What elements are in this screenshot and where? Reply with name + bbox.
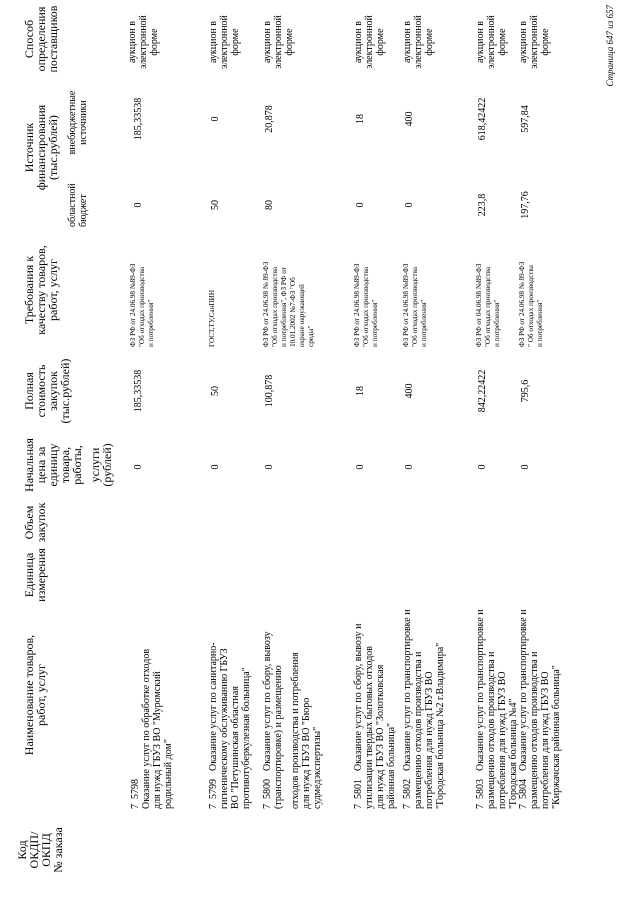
method-line: электронной [138,15,149,69]
total-cost: 842,22422 [477,369,488,413]
header-funding-extra [67,75,89,170]
header-text: услуги [88,447,102,483]
start-price: 0 [520,464,531,470]
start-price: 0 [477,464,488,470]
header-text: стоимость [34,364,48,418]
name-line: ВО "Петушинская областная [230,686,241,809]
method-line: электронной [529,15,540,69]
row-name [518,594,529,809]
method-line: аукцион в [127,20,138,64]
order-number: 5801 [353,779,364,799]
req-line: "Об отходах производства [138,266,146,347]
code-prefix: 7 [130,804,141,809]
req-line: "Об отходах производства [484,266,492,347]
name-line: Оказание услуг по сбору, вывозу и [353,623,364,771]
name-line: размещению отходов производства и [529,651,540,809]
funding-extra: 400 [404,111,415,127]
method [353,12,386,72]
row-name-cont [273,594,323,809]
total-cost: 795,6 [520,379,531,403]
funding-extra: 20,878 [264,105,275,133]
funding-regional: 50 [210,200,221,210]
name-line: потребления для нужд ГБУЗ ВО [540,671,551,809]
name-line: потребления для нужд ГБУЗ ВО [497,671,508,809]
row-name-cont [364,594,397,809]
name-line: потребления для нужд ГБУЗ ВО [424,671,435,809]
req-line: ФЗ РФ от 24.06.98 №89-ФЗ [129,263,137,347]
requirements [518,227,545,347]
method-line: форме [284,28,295,56]
name-line: гигиеническому обслуживанию ГБУЗ [219,648,230,809]
name-line: для нужд ГБУЗ ВО "Золотковская [375,664,386,809]
req-line: "Об отходах производства [411,266,419,347]
header-text: работы, [70,445,84,485]
method-line: форме [424,28,435,56]
order-number: 5804 [518,779,529,799]
header-text: Источник [22,122,36,173]
name-line: Оказание услуг по сбору, вывозу [262,631,273,771]
header-text: (тыс.рублей) [58,358,72,424]
method-line: аукцион в [208,20,219,64]
total-cost: 185,33538 [133,369,144,413]
req-line: "Об отходах производства [362,266,370,347]
req-line: ФЗ РФ от 24.06.98 №89-ФЗ [353,263,361,347]
req-line: ФЗ РФ от 24.06.98 № 89-ФЗ [262,261,270,347]
name-line: Оказание услуг по транспортировке и [475,609,486,771]
total-cost: 18 [355,386,366,396]
method-line: аукцион в [475,20,486,64]
code-prefix: 7 [518,804,529,809]
header-text: цена за [34,446,48,484]
method-line: электронной [413,15,424,69]
method [127,12,160,72]
header-text: Требования к [22,255,36,325]
req-line: ФЗ РФ от 24.06.98 № 89-ФЗ [518,261,526,347]
funding-extra: 618,42422 [477,97,488,141]
funding-regional: 197,76 [520,191,531,219]
name-line: размещению отходов производства и [413,651,424,809]
req-line: среды" [307,325,315,347]
req-line: и потребления" [147,299,155,347]
req-line: "Об отходах производства [271,266,279,347]
name-line: Оказание услуг по транспортировке и [402,609,413,771]
header-text: ОКПД [39,833,53,867]
requirements [475,227,502,347]
name-line: отходов производства и потребления [290,652,301,809]
code-prefix: 7 [353,804,364,809]
method-line: форме [230,28,241,56]
row-name [475,594,486,809]
header-method [23,3,59,75]
funding-extra: 185,33538 [133,97,144,141]
method-line: электронной [273,15,284,69]
code-prefix: 7 [208,804,219,809]
header-text: Код [15,840,29,860]
name-line: судмедэкспертизы" [312,726,323,809]
header-text: закупок [46,371,60,411]
name-line: родильный дом" [163,739,174,809]
row-name-cont [529,594,562,809]
name-line: для нужд ГБУЗ ВО "Бюро [301,697,312,809]
row-name-cont [413,594,446,809]
name-line: для нужд ГБУЗ ВО "Муромский [152,671,163,809]
name-line: противотуберкулезная больница" [241,667,252,809]
row-name [353,594,364,809]
total-cost: 100,878 [264,374,275,408]
header-requirements [23,230,59,350]
name-line: размещению отходов производства и [486,651,497,809]
code-prefix: 7 [402,804,413,809]
order-number: 5798 [130,779,141,799]
header-text: поставщиков [46,5,60,73]
header-code [16,820,64,880]
header-text: финансирования [34,104,48,191]
method-line: аукцион в [353,20,364,64]
name-line: "Городская больница №2 г.Владимира" [435,642,446,809]
header-text: внебюджетные [67,90,78,155]
method-line: форме [375,28,386,56]
row-name-cont [219,594,252,809]
header-text: источники [78,100,89,145]
header-text: Начальная [22,438,36,492]
funding-extra: 18 [355,114,366,124]
req-line: и потребления" [371,299,379,347]
method-line: электронной [486,15,497,69]
header-text: Способ [22,19,36,59]
row-name [141,599,174,809]
row-name [402,594,413,809]
header-text: работ, услуг [34,664,48,726]
header-text: Единица [22,552,36,598]
header-text: бюджет [78,194,89,227]
method [518,12,551,72]
header-volume [23,495,47,550]
header-total-cost [23,355,71,427]
header-text: закупок [34,502,48,543]
start-price: 0 [210,464,221,470]
code-prefix: 7 [475,804,486,809]
header-text: № заказа [51,827,65,873]
req-line: 10.01.2002 №7-ФЗ "Об [289,277,297,347]
funding-regional: 0 [355,202,366,208]
name-line: "Городская больница №4" [508,698,519,809]
order-number: 5799 [208,779,219,799]
header-text: единицу [46,443,60,487]
header-text: товара, [58,446,72,484]
method-line: аукцион в [518,20,529,64]
req-line: ФЗ РФ от 24.06.98 №89-ФЗ [402,263,410,347]
row-code [130,779,141,809]
funding-extra: 0 [210,116,221,122]
funding-regional: 80 [264,200,275,210]
row-name-cont [486,594,519,809]
requirements [402,227,429,347]
requirements [129,227,156,347]
method-line: аукцион в [402,20,413,64]
req-line: и потребления", ФЗ РФ от [280,267,288,347]
req-line: " Об отходах производства [527,265,535,347]
header-text: Полная [22,372,36,410]
name-line: районная больница" [386,722,397,809]
header-text: (рублей) [100,443,114,487]
total-cost: 400 [404,383,415,399]
req-line: и потребления" [536,299,544,347]
header-text: Объем [22,505,36,540]
header-text: ОКДП/ [27,831,41,869]
order-number: 5800 [262,779,273,799]
funding-regional: 0 [133,202,144,208]
method [475,12,508,72]
req-line: охране окружающей [298,284,306,347]
header-funding-regional [67,167,89,227]
method [208,12,241,72]
start-price: 0 [264,464,275,470]
header-funding [23,70,59,225]
header-unit [23,545,47,605]
funding-regional: 223,8 [477,193,488,217]
method-line: аукцион в [262,20,273,64]
header-name [23,585,47,805]
header-text: Наименование товаров, [22,634,36,756]
name-line: "Киржачская районная больница" [551,665,562,809]
name-line: Оказание услуг по транспортировке и [518,609,529,771]
header-text: (тыс.рублей) [46,115,60,180]
total-cost: 50 [210,386,221,396]
requirements [208,227,217,347]
header-text: определения [34,6,48,72]
method-line: форме [497,28,508,56]
req-line: ГОСТ,ТУ,СанПИН [208,289,216,347]
requirements [262,227,316,347]
name-line: Оказание услуг по санитарно- [208,642,219,771]
order-number: 5803 [475,779,486,799]
header-text: работ, услуг [46,259,60,321]
name-line: (транспортировке) и размещению [273,665,284,809]
header-text: качеству товаров, [34,245,48,335]
req-line: и потребления" [493,299,501,347]
method-line: электронной [219,15,230,69]
start-price: 0 [404,464,415,470]
header-start-price [23,433,113,497]
header-text: областной [67,183,78,227]
name-line: Оказание услуг по обработке отходов [141,648,152,809]
row-name [262,594,273,809]
method-line: форме [149,28,160,56]
start-price: 0 [355,464,366,470]
funding-extra: 597,84 [520,105,531,133]
name-line: утилизации твердых бытовых отходов [364,645,375,809]
req-line: и потребления" [420,299,428,347]
code-prefix: 7 [262,804,273,809]
page-number: Страница 647 из 657 [605,5,615,87]
requirements [353,227,380,347]
header-text: измерения [34,548,48,602]
method-line: электронной [364,15,375,69]
funding-regional: 0 [404,202,415,208]
method [402,12,435,72]
req-line: ФЗ РФ от 04.06.98 №89-ФЗ [475,263,483,347]
method [262,12,295,72]
start-price: 0 [133,464,144,470]
method-line: форме [540,28,551,56]
row-name [208,594,219,809]
order-number: 5802 [402,779,413,799]
